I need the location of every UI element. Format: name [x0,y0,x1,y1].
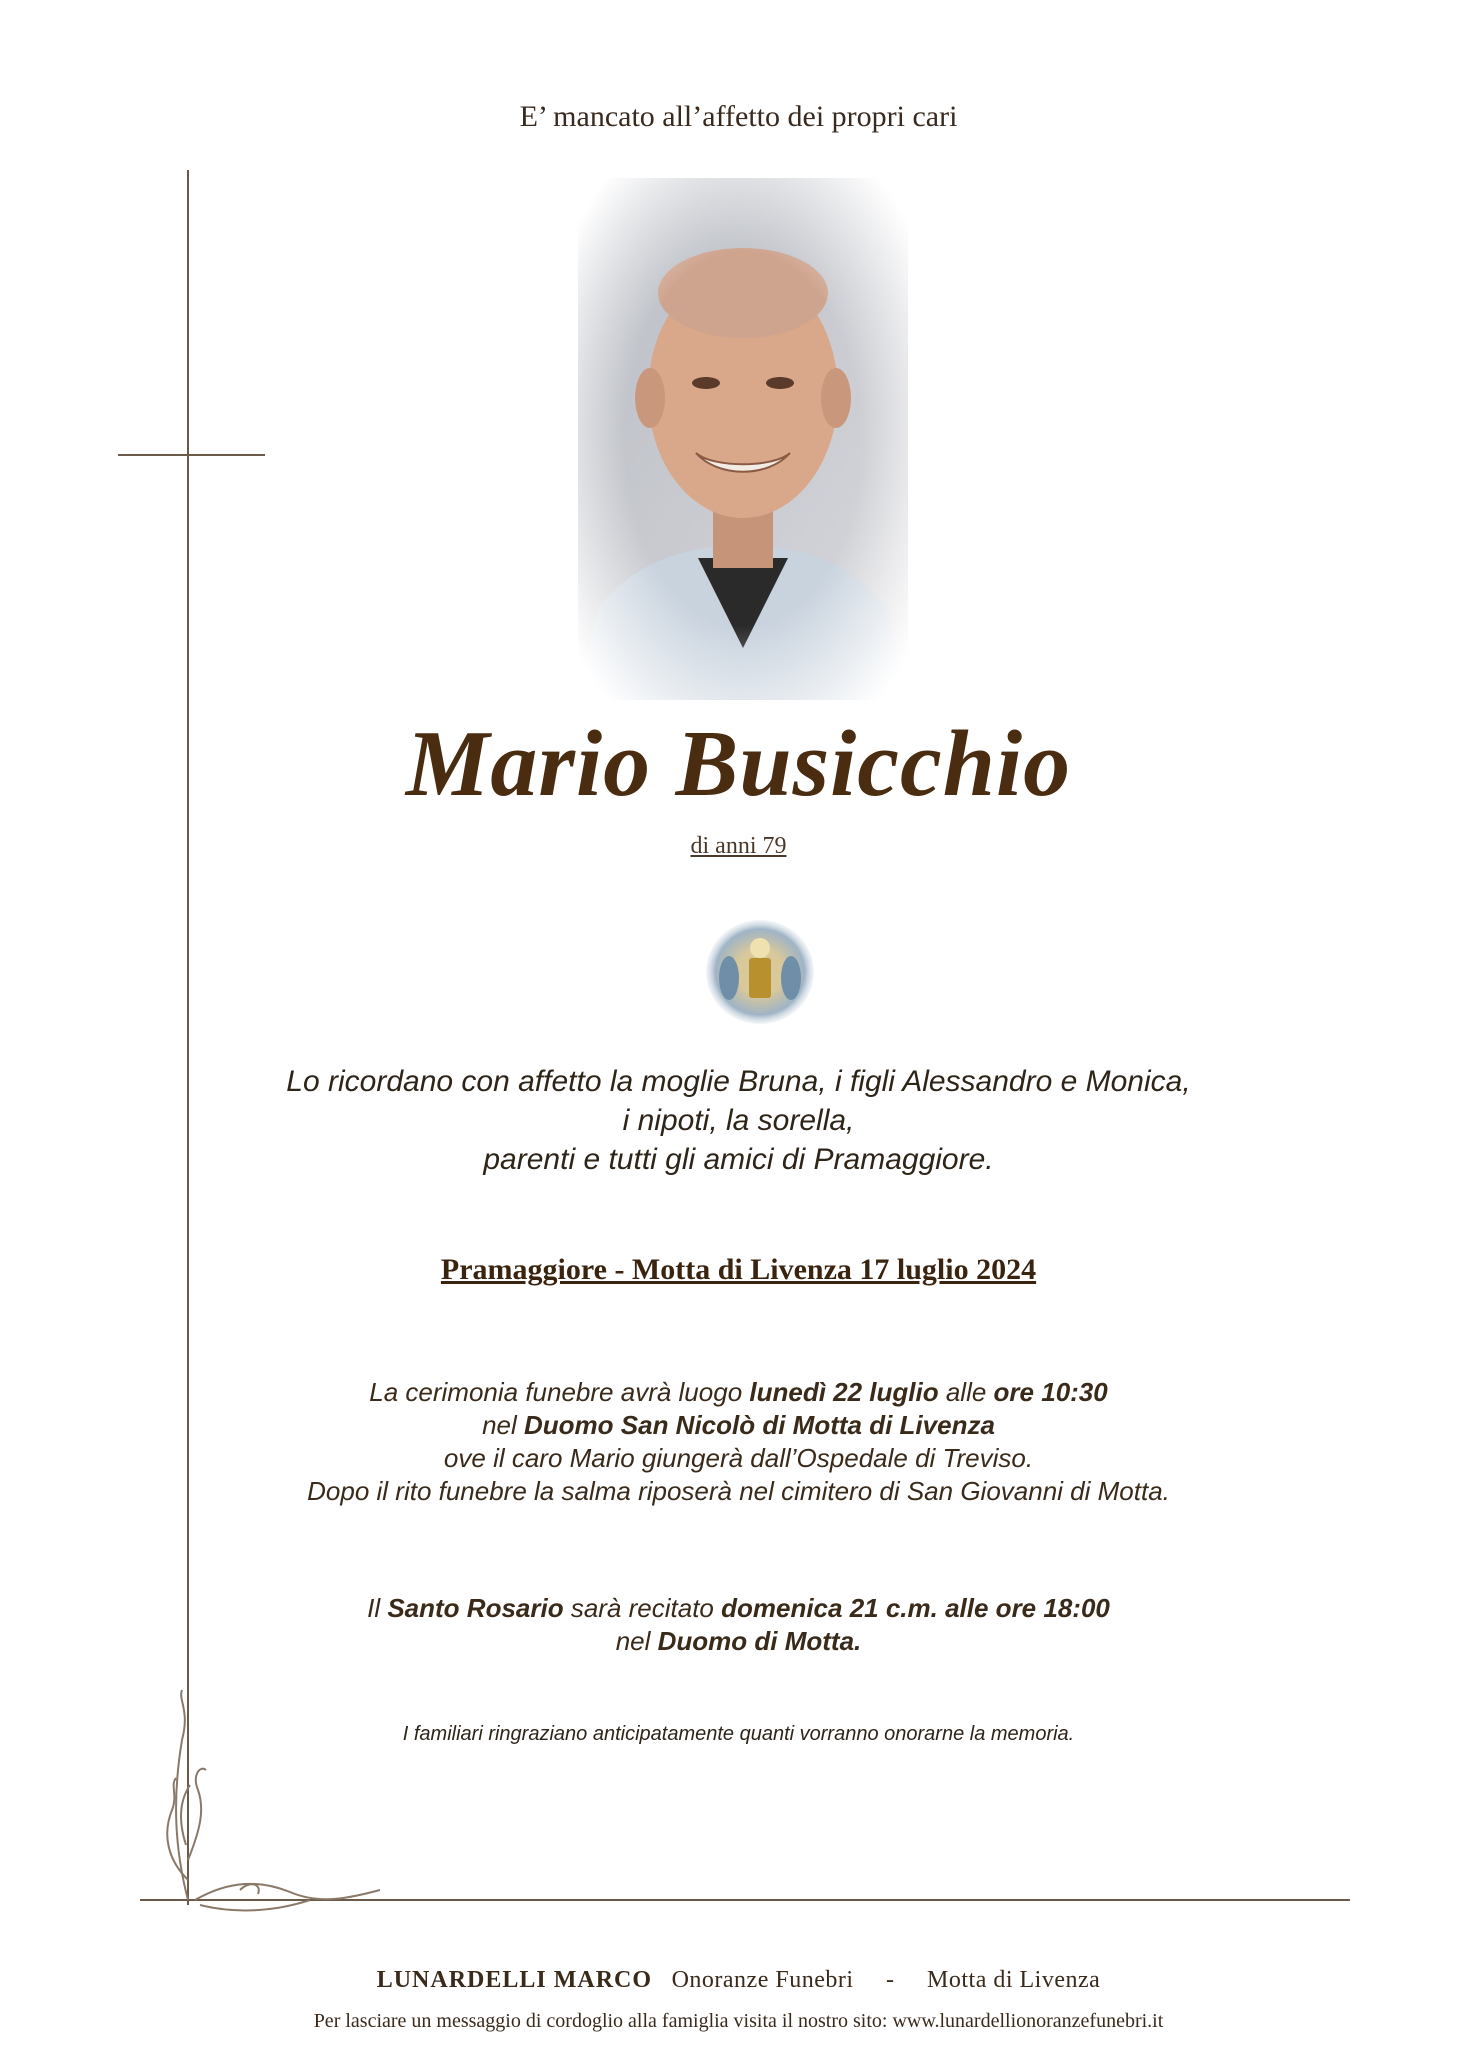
rosary-text [0,1592,1477,1658]
mourners-line-1: Lo ricordano con affetto la moglie Bruna, i figli Alessandro e Monica, [286,1065,1191,1098]
rosary-line-1 [0,1592,1477,1625]
ceremony-text-part: nel [482,1410,524,1440]
rosary-text-part: nel [615,1626,658,1656]
mourners-line-2: i nipoti, la sorella, [622,1104,855,1137]
footer-website-message: Per lasciare un messaggio di cordoglio alla famiglia visita il nostro sito: www.lunardellionoranzefunebri.it [313,2010,1164,2032]
ceremony-date: lunedì 22 luglio [749,1377,939,1407]
ceremony-line-4: Dopo il rito funebre la salma riposerà nel cimitero di San Giovanni di Motta. [307,1476,1170,1506]
rosary-text-part: Il [367,1593,388,1623]
ceremony-text-part: alle [938,1377,994,1407]
ceremony-text [0,1376,1477,1508]
ceremony-line-2 [0,1409,1477,1442]
company-name: LUNARDELLI MARCO [376,1967,653,1993]
portrait-photo [578,178,908,700]
rosary-datetime: domenica 21 c.m. alle ore 18:00 [721,1593,1110,1623]
company-service: Onoranze Funebri [671,1967,854,1993]
footer-separator: - [886,1967,895,1993]
rosary-location: Duomo di Motta. [657,1626,862,1656]
mourners-line-3: parenti e tutti gli amici di Pramaggiore. [483,1143,994,1176]
religious-emblem-icon [705,918,815,1026]
ceremony-time: ore 10:30 [993,1377,1108,1407]
rosary-line-2 [0,1625,1477,1658]
deceased-age: di anni 79 [690,833,787,859]
place-date-heading: Pramaggiore - Motta di Livenza 17 luglio 2024 [440,1253,1037,1286]
ceremony-location: Duomo San Nicolò di Motta di Livenza [524,1410,995,1440]
thanks-text: I familiari ringraziano anticipatamente quanti vorranno onorarne la memoria. [402,1723,1075,1745]
company-town: Motta di Livenza [927,1967,1101,1993]
deceased-name: Mario Busicchio [405,712,1072,816]
rosary-text-part: sarà recitato [563,1593,722,1623]
ceremony-line-3: ove il caro Mario giungerà dall’Ospedale di Treviso. [443,1443,1034,1473]
intro-text: E’ mancato all’affetto dei propri cari [519,100,958,133]
footer-company-line [0,1967,1477,1994]
ceremony-line-1 [0,1376,1477,1409]
mourners-text [0,1062,1477,1179]
rosary-title: Santo Rosario [387,1593,564,1623]
ceremony-text-part: La cerimonia funebre avrà luogo [369,1377,750,1407]
